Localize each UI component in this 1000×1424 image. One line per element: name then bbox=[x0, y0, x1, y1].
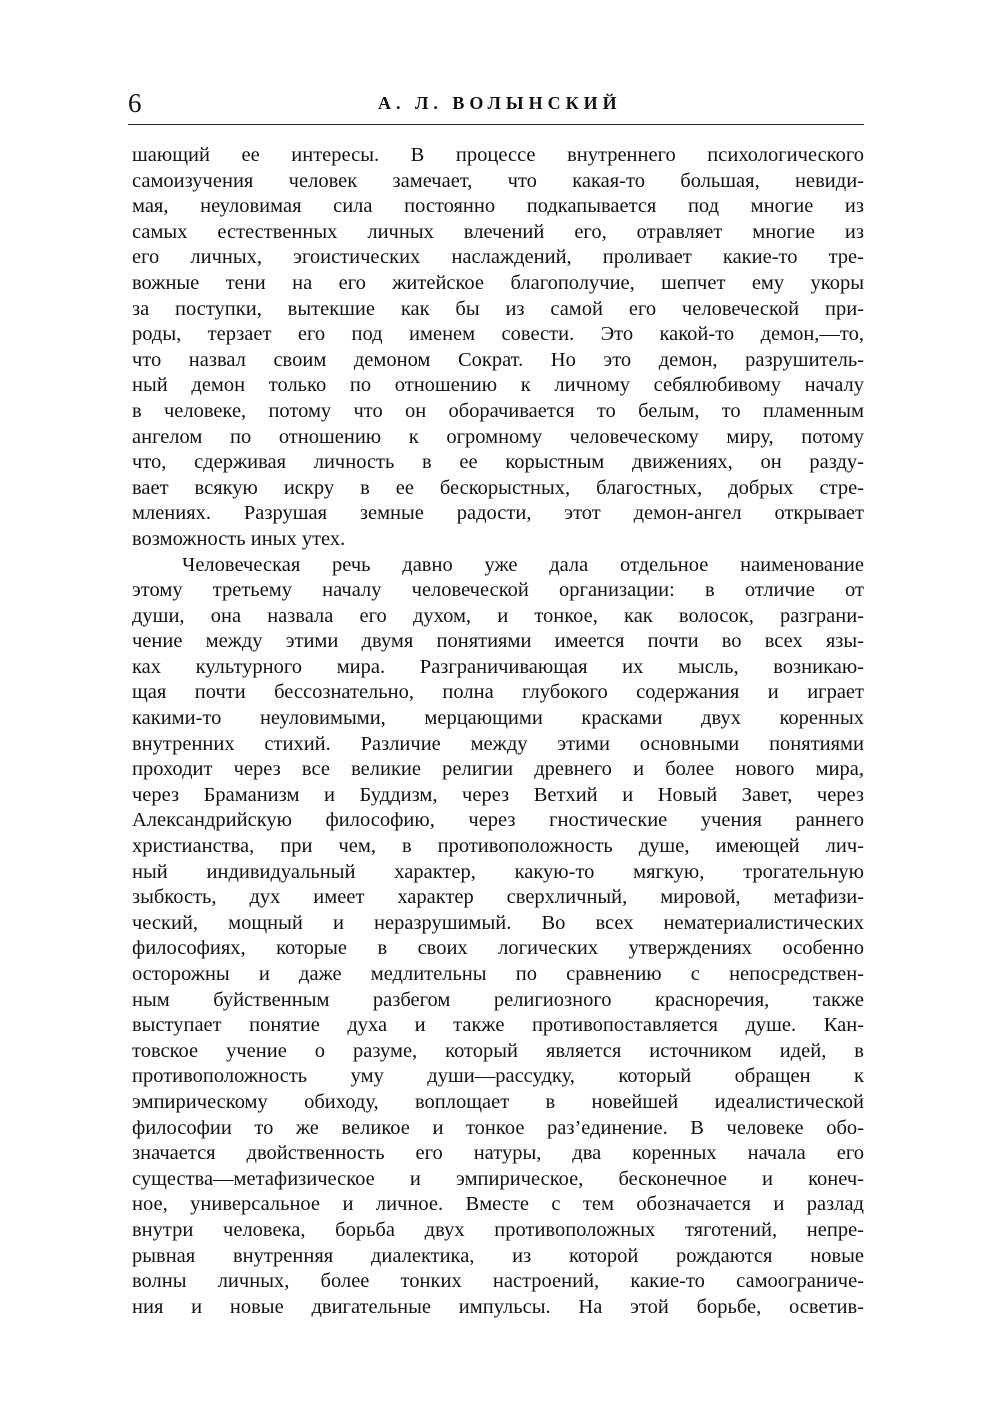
header-rule bbox=[128, 124, 864, 125]
page-header bbox=[128, 80, 866, 120]
text-line: зыбкость, дух имеет характер сверхличный, мировой, метафизи- bbox=[132, 886, 864, 909]
text-line: выступает понятие духа и также противопоставляется душе. Кан- bbox=[132, 1014, 864, 1037]
text-line: проходит через все великие религии древнего и более нового мира, bbox=[132, 758, 864, 781]
text-line: млениях. Разрушая земные радости, этот демон-ангел открывает bbox=[132, 502, 864, 525]
text-line: этому третьему началу человеческой организации: в отличие от bbox=[132, 579, 864, 602]
text-line: что назвал своим демоном Сократ. Но это демон, разрушитель- bbox=[132, 348, 864, 371]
text-line: шающий ее интересы. В процессе внутреннего психологического bbox=[132, 144, 864, 166]
body-text bbox=[132, 143, 864, 1320]
text-line: внутренних стихий. Различие между этими основными понятиями bbox=[132, 732, 864, 755]
text-line: внутри человека, борьба двух противоположных тяготений, непре- bbox=[132, 1218, 864, 1241]
text-line: чение между этими двумя понятиями имеется почти во всех язы- bbox=[132, 630, 864, 653]
text-line: роды, терзает его под именем совести. Это какой-то демон,—то, bbox=[132, 323, 864, 346]
text-line: ный демон только по отношению к личному себялюбивому началу bbox=[132, 374, 864, 397]
text-line: ное, универсальное и личное. Вместе с тем обозначается и разлад bbox=[132, 1193, 864, 1216]
text-line: рывная внутренняя диалектика, из которой рождаются новые bbox=[132, 1244, 864, 1267]
text-line: что, сдерживая личность в ее корыстным движениях, он разду- bbox=[132, 451, 864, 474]
text-line: самоизучения человек замечает, что какая-то большая, невиди- bbox=[132, 169, 864, 192]
text-line: его личных, эгоистических наслаждений, проливает какие-то тре- bbox=[132, 246, 864, 269]
text-line: щая почти бессознательно, полна глубокого содержания и играет bbox=[132, 681, 864, 704]
text-line: возможность иных утех. bbox=[132, 527, 346, 550]
text-line: товское учение о разуме, который является источником идей, в bbox=[132, 1039, 864, 1062]
text-line: значается двойственность его натуры, два коренных начала его bbox=[132, 1142, 864, 1165]
text-line: существа—метафизическое и эмпирическое, бесконечное и конеч- bbox=[132, 1167, 864, 1190]
text-line: ным буйственным разбегом религиозного красноречия, также bbox=[132, 988, 864, 1011]
text-line: вает всякую искру в ее бескорыстных, благостных, добрых стре- bbox=[132, 476, 864, 499]
text-line: осторожны и даже медлительны по сравнению с непосредствен- bbox=[132, 963, 864, 985]
text-line: ках культурного мира. Разграничивающая их мысль, возникаю- bbox=[132, 655, 864, 678]
text-line: вожные тени на его житейское благополучие, шепчет ему укоры bbox=[132, 271, 864, 294]
text-line: ния и новые двигательные импульсы. На этой борьбе, осветив- bbox=[132, 1295, 864, 1318]
text-line: философиях, которые в своих логических утверждениях особенно bbox=[132, 937, 864, 960]
text-line: мая, неуловимая сила постоянно подкапывается под многие из bbox=[132, 195, 864, 218]
running-head: А. Л. ВОЛЫНСКИЙ bbox=[378, 93, 622, 113]
text-line: какими-то неуловимыми, мерцающими красками двух коренных bbox=[132, 707, 864, 730]
text-line: через Браманизм и Буддизм, через Ветхий и Новый Завет, через bbox=[132, 783, 864, 806]
text-line: самых естественных личных влечений его, отравляет многие из bbox=[132, 220, 864, 243]
text-line: эмпирическому обиходу, воплощает в новейшей идеалистической bbox=[132, 1090, 864, 1113]
text-line: философии то же великое и тонкое раз’единение. В человеке обо- bbox=[132, 1116, 864, 1139]
text-line: ный индивидуальный характер, какую-то мягкую, трогательную bbox=[132, 860, 864, 883]
text-line: христианства, при чем, в противоположность душе, имеющей лич- bbox=[132, 835, 864, 858]
text-line: в человеке, потому что он оборачивается то белым, то пламенным bbox=[132, 399, 864, 422]
text-line: Александрийскую философию, через гностические учения раннего bbox=[132, 809, 864, 832]
text-line: ангелом по отношению к огромному человеческому миру, потому bbox=[132, 425, 864, 448]
text-line: волны личных, более тонких настроений, какие-то самоограниче- bbox=[132, 1270, 864, 1293]
text-line: души, она назвала его духом, и тонкое, как волосок, разграни- bbox=[132, 604, 864, 627]
text-line: противоположность уму души—рассудку, который обращен к bbox=[132, 1065, 864, 1088]
page-number: 6 bbox=[128, 88, 142, 118]
text-line: ческий, мощный и неразрушимый. Во всех нематериалистических bbox=[132, 911, 864, 934]
text-line: за поступки, вытекшие как бы из самой его человеческой при- bbox=[132, 297, 864, 320]
text-line: Человеческая речь давно уже дала отдельное наименование bbox=[182, 553, 864, 576]
